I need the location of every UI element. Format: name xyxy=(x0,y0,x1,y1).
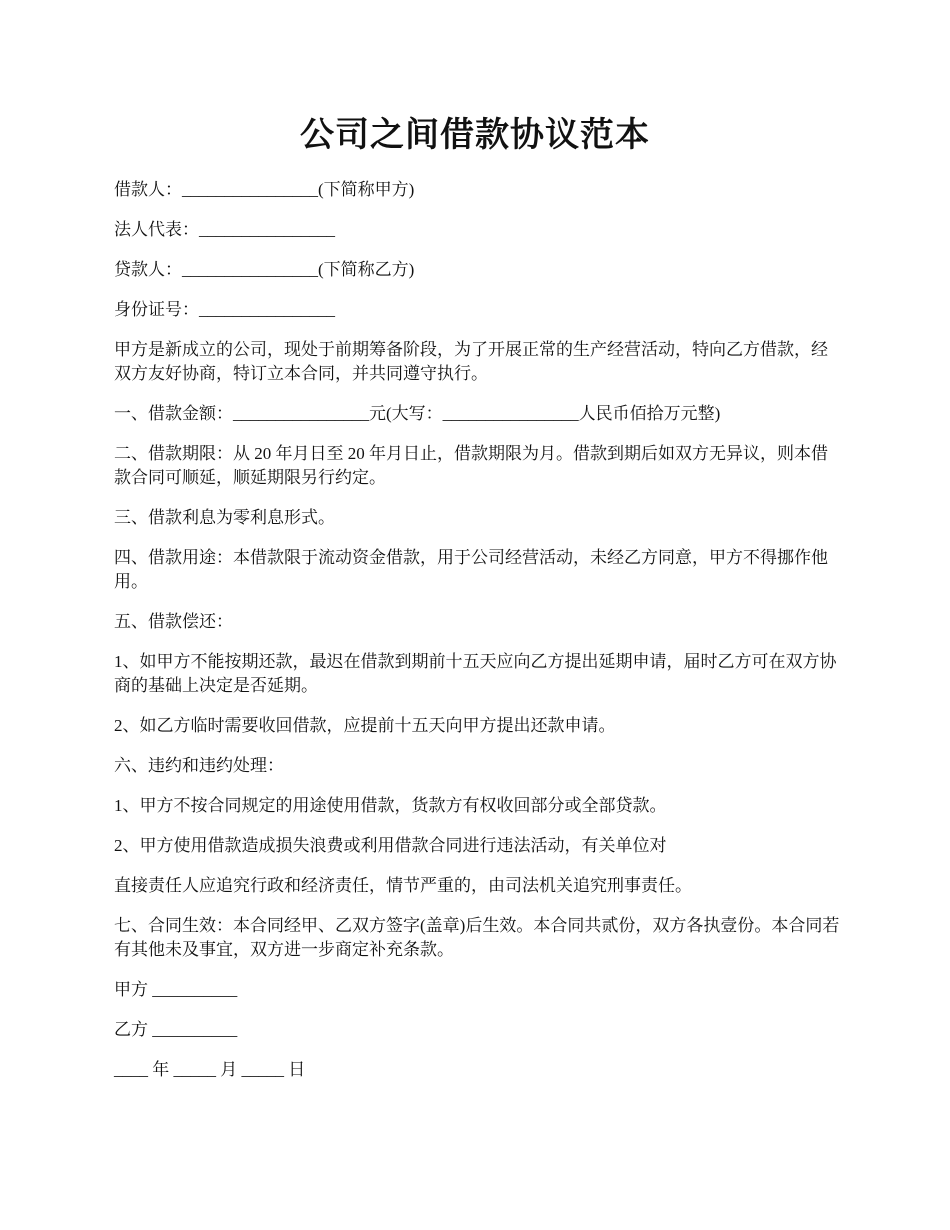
breach-item-1: 1、甲方不按合同规定的用途使用借款，货款方有权收回部分或全部贷款。 xyxy=(114,796,667,815)
id-number-line: 身份证号：________________ xyxy=(114,300,335,319)
repayment-item-2: 2、如乙方临时需要收回借款，应提前十五天向甲方提出还款申请。 xyxy=(114,716,616,735)
clause-loan-amount: 一、借款金额：________________元(大写：________________人民币佰拾万元整) xyxy=(114,404,721,423)
document-title: 公司之间借款协议范本 xyxy=(300,117,650,154)
clause-breach-heading: 六、违约和违约处理： xyxy=(114,756,284,775)
lender-line: 贷款人：________________(下简称乙方) xyxy=(114,260,415,279)
document-body xyxy=(114,178,840,1098)
clause-loan-term: 二、借款期限：从 20 年月日至 20 年月日止，借款期限为月。借款到期后如双方无异议，则本借款合同可顺延，顺延期限另行约定。 xyxy=(114,444,828,487)
legal-representative-line: 法人代表：________________ xyxy=(114,220,335,239)
breach-item-2-continued: 直接责任人应追究行政和经济责任，情节严重的，由司法机关追究刑事责任。 xyxy=(114,876,692,895)
party-a-signature-line: 甲方 __________ xyxy=(114,980,238,999)
date-line: ____ 年 _____ 月 _____ 日 xyxy=(114,1060,306,1079)
breach-item-2: 2、甲方使用借款造成损失浪费或利用借款合同进行违法活动，有关单位对 xyxy=(114,836,667,855)
party-b-signature-line: 乙方 __________ xyxy=(114,1020,238,1039)
clause-effectiveness: 七、合同生效：本合同经甲、乙双方签字(盖章)后生效。本合同共贰份，双方各执壹份。本合同若有其他未及事宜，双方进一步商定补充条款。 xyxy=(114,916,840,959)
clause-loan-purpose: 四、借款用途：本借款限于流动资金借款，用于公司经营活动，未经乙方同意，甲方不得挪作他用。 xyxy=(114,548,828,591)
clause-repayment-heading: 五、借款偿还： xyxy=(114,612,233,631)
repayment-item-1: 1、如甲方不能按期还款，最迟在借款到期前十五天应向乙方提出延期申请，届时乙方可在双方协商的基础上决定是否延期。 xyxy=(114,652,837,695)
preamble-paragraph: 甲方是新成立的公司，现处于前期筹备阶段，为了开展正常的生产经营活动，特向乙方借款，经双方友好协商，特订立本合同，并共同遵守执行。 xyxy=(114,340,828,383)
clause-interest: 三、借款利息为零利息形式。 xyxy=(114,508,335,527)
borrower-line: 借款人：________________(下简称甲方) xyxy=(114,180,415,199)
